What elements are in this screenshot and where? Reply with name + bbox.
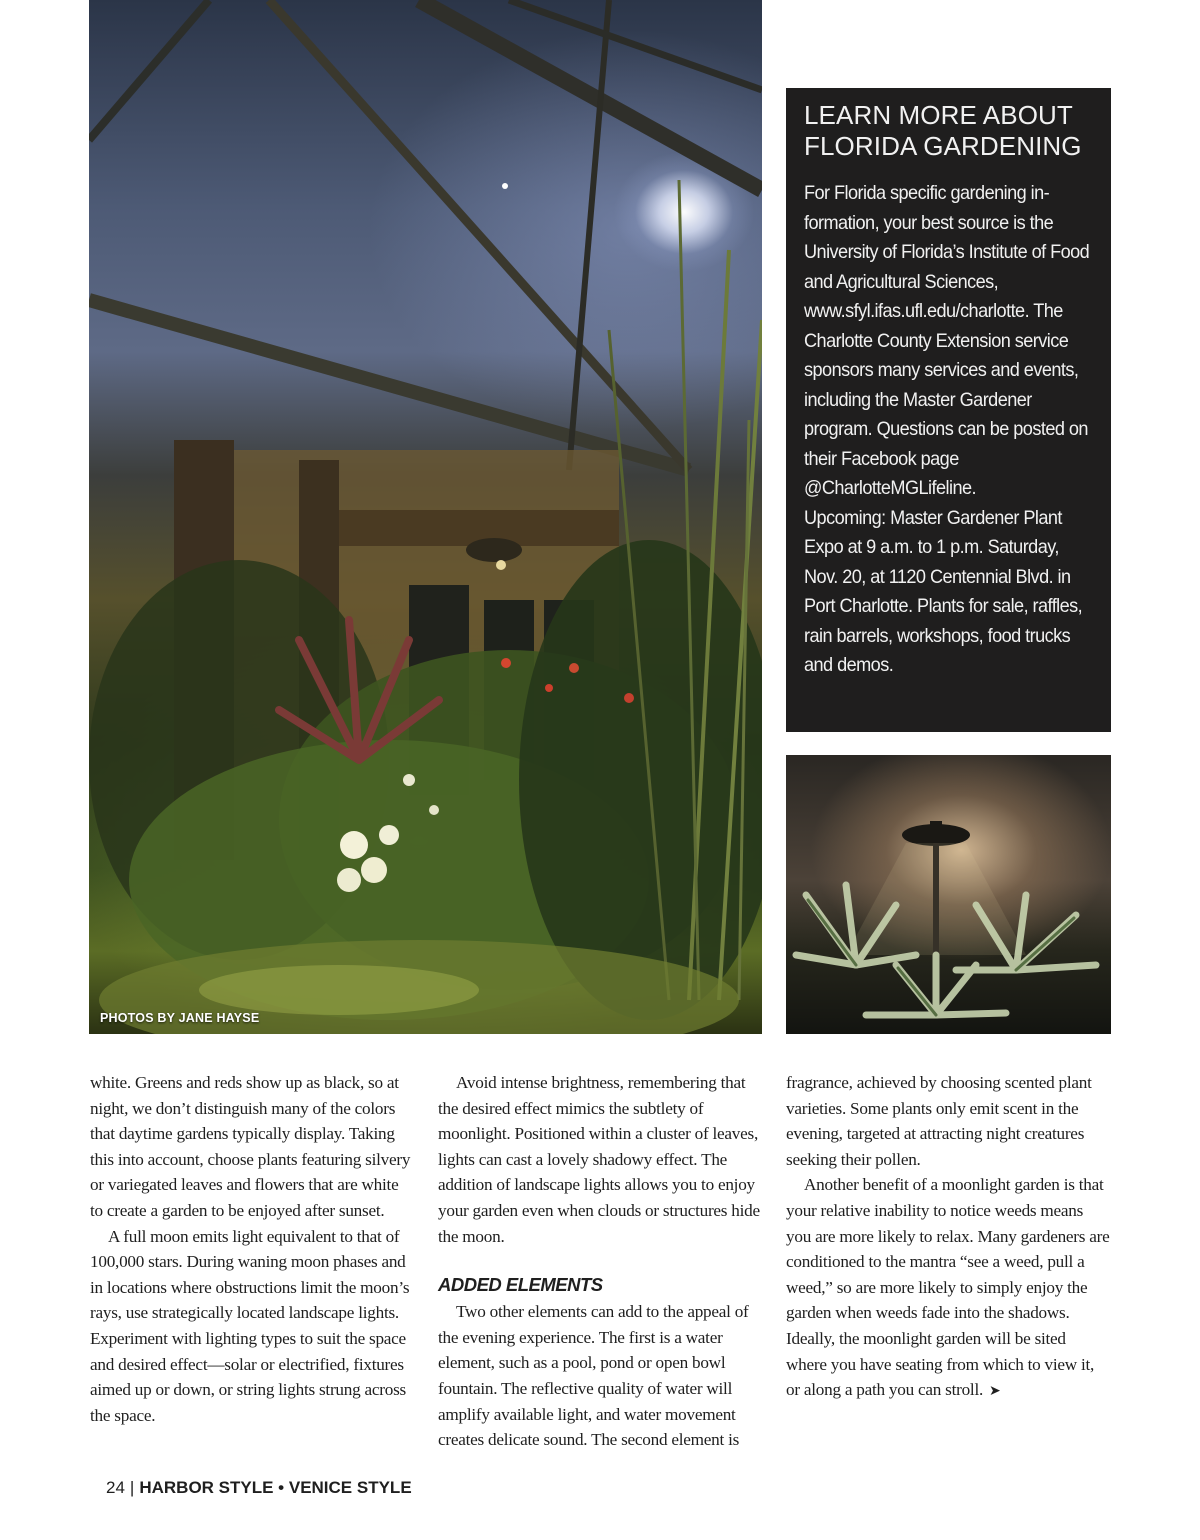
learn-more-sidebar — [786, 88, 1111, 732]
article-column-3 — [786, 1070, 1110, 1405]
article-column-1 — [90, 1070, 414, 1428]
page-number: 24 — [106, 1478, 125, 1497]
page-footer — [106, 1478, 412, 1498]
col3-paragraph-1: fragrance, achieved by choosing scented plant varieties. Some plants only emit scent in the evening, targeted at attracting night creatures seeking their pollen. — [786, 1073, 1092, 1169]
path-light-illustration — [786, 755, 1111, 1034]
sidebar-upcoming-text: Upcoming: Master Gardener Plant Expo at 9 a.m. to 1 p.m. Saturday, Nov. 20, at 1120 Centennial Blvd. in Port Charlotte. Plants for sale, raffles, rain barrels, workshops, food trucks and demos. — [804, 506, 1083, 676]
col3-paragraph-2-wrapper — [786, 1172, 1110, 1404]
col2-paragraph-2: Two other elements can add to the appeal of the evening experience. The first is a water element, such as a pool, pond or open bowl fountain. The reflective quality of water will amplify available light, and water movement creates delicate sound. The second element is — [438, 1302, 749, 1450]
sidebar-title — [804, 100, 1097, 162]
continue-arrow-icon: ➤ — [989, 1383, 1001, 1400]
landscape-light-photo — [786, 755, 1111, 1034]
sidebar-title-line2: FLORIDA GARDENING — [804, 131, 1082, 161]
publication-name: HARBOR STYLE • VENICE STYLE — [139, 1478, 412, 1497]
sidebar-body — [804, 179, 1097, 681]
article-column-2 — [438, 1070, 762, 1453]
footer-separator: | — [129, 1478, 135, 1497]
sidebar-info-text: For Florida specific gardening information, your best source is the University of Florida’s Institute of Food and Agricultural Sciences, www.sfyl.ifas.ufl.edu/charlotte. The Charlotte County Extension service sponsors many services and events, including the Master Gardener program. Questions can be posted on their Facebook page @CharlotteMGLifeline. — [804, 182, 1090, 499]
sidebar-title-line1: LEARN MORE ABOUT — [804, 100, 1073, 130]
col1-paragraph-2: A full moon emits light equivalent to that of 100,000 stars. During waning moon phases and in locations where obstructions limit the moon’s rays, use strategically located landscape lights. Experiment with lighting types to suit the space and desired effect—solar or electrified, fixtures aimed up or down, or string lights strung across the space. — [90, 1226, 410, 1425]
col3-paragraph-2: Another benefit of a moonlight garden is that your relative inability to notice weeds means you are more likely to relax. Many gardeners are conditioned to the mantra “see a weed, pull a weed,” so are more likely to simply enjoy the garden when weeds fade into the shadows. Ideally, the moonlight garden will be sited where you have seating from which to view it, or along a path you can stroll. — [786, 1175, 1110, 1400]
col1-paragraph-1: white. Greens and reds show up as black, so at night, we don’t distinguish many of the colors that daytime gardens typically display. Taking this into account, choose plants featuring silvery or variegated leaves and flowers that are white to create a garden to be enjoyed after sunset. — [90, 1073, 411, 1220]
moonlight-garden-photo — [89, 0, 762, 1034]
photo-credit: PHOTOS BY JANE HAYSE — [100, 1011, 260, 1025]
col2-paragraph-1: Avoid intense brightness, remembering that the desired effect mimics the subtlety of moonlight. Positioned within a cluster of leaves, lights can cast a lovely shadowy effect. The addition of landscape lights allows you to enjoy your garden even when clouds or structures hide the moon. — [438, 1073, 760, 1246]
garden-scene-illustration — [89, 0, 762, 1034]
section-subhead: ADDED ELEMENTS — [438, 1274, 603, 1296]
